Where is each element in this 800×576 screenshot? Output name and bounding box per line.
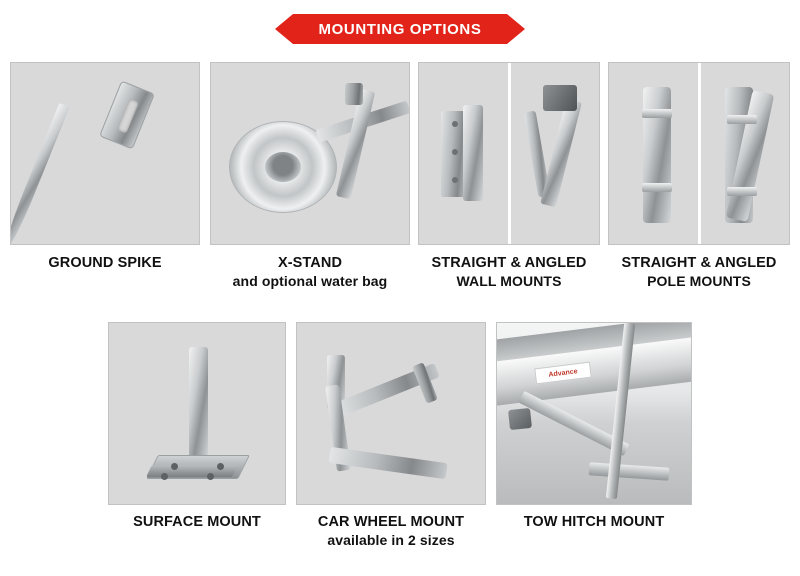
product-image-x-stand xyxy=(210,62,410,245)
pole-mount-strap xyxy=(727,115,757,124)
product-image-ground-spike xyxy=(10,62,200,245)
caption-surface-mount xyxy=(104,513,290,532)
product-image-car-wheel-mount xyxy=(296,322,486,505)
caption-ground-spike xyxy=(10,254,200,273)
base-plate-bolt xyxy=(161,473,168,480)
caption-wall-mounts-main: STRAIGHT & ANGLED xyxy=(431,255,587,271)
angled-wall-tube xyxy=(540,99,582,208)
base-plate-bolt xyxy=(217,463,224,470)
surface-mount-base-edge xyxy=(146,465,238,477)
wall-plate-bolt xyxy=(452,121,458,127)
angled-pole-mount-illustration xyxy=(699,63,789,244)
product-image-tow-hitch-mount xyxy=(496,322,692,505)
product-image-surface-mount xyxy=(108,322,286,505)
mounting-options-banner xyxy=(293,14,508,44)
caption-car-wheel-mount-sub: available in 2 sizes xyxy=(327,531,455,548)
pole-mount-tube xyxy=(643,87,671,223)
caption-pole-mounts xyxy=(604,254,794,290)
wall-plate-bolt xyxy=(452,149,458,155)
water-bag-opening xyxy=(265,152,301,182)
base-plate-bolt xyxy=(171,463,178,470)
caption-surface-mount-main: SURFACE MOUNT xyxy=(133,514,261,530)
wall-mount-tube xyxy=(463,105,483,201)
ground-spike-illustration xyxy=(11,63,199,244)
caption-car-wheel-mount-main: CAR WHEEL MOUNT xyxy=(317,514,465,530)
caption-wall-mounts xyxy=(414,254,604,290)
straight-wall-mount-illustration xyxy=(419,63,509,244)
wall-plate-bolt xyxy=(452,177,458,183)
caption-ground-spike-main: GROUND SPIKE xyxy=(48,255,162,271)
car-wheel-mount-illustration xyxy=(297,323,485,504)
straight-pole-mount-illustration xyxy=(609,63,699,244)
x-stand-socket xyxy=(345,83,363,105)
tow-hitch-mount-illustration xyxy=(497,323,691,504)
angled-wall-mount-illustration xyxy=(509,63,599,244)
x-stand-illustration xyxy=(211,63,409,244)
product-image-pole-mounts xyxy=(608,62,790,245)
wheel-mount-lower-arm xyxy=(328,447,447,479)
caption-x-stand-main: X-STAND xyxy=(277,255,343,271)
banner-container xyxy=(0,14,800,44)
pole-mount-strap xyxy=(642,183,672,192)
banner-title: MOUNTING OPTIONS xyxy=(318,20,482,38)
caption-pole-mounts-sub: POLE MOUNTS xyxy=(647,272,751,289)
pole-mount-strap xyxy=(642,109,672,118)
caption-wall-mounts-sub: WALL MOUNTS xyxy=(456,272,562,289)
caption-tow-hitch-mount-main: TOW HITCH MOUNT xyxy=(523,514,665,530)
hitch-receiver xyxy=(508,408,532,430)
vehicle-decal: Advance xyxy=(534,362,592,385)
pole-mount-strap xyxy=(727,187,757,196)
surface-mount-post xyxy=(189,347,208,463)
surface-mount-illustration xyxy=(109,323,285,504)
base-plate-bolt xyxy=(207,473,214,480)
caption-x-stand-sub: and optional water bag xyxy=(232,272,388,289)
x-stand-arm-vertical xyxy=(336,89,375,200)
spike-shaft xyxy=(10,103,70,245)
caption-x-stand xyxy=(205,254,415,290)
caption-tow-hitch-mount xyxy=(492,513,696,532)
product-image-wall-mounts xyxy=(418,62,600,245)
caption-car-wheel-mount xyxy=(292,513,490,549)
angled-wall-bracket-head xyxy=(543,85,577,111)
caption-pole-mounts-main: STRAIGHT & ANGLED xyxy=(621,255,777,271)
